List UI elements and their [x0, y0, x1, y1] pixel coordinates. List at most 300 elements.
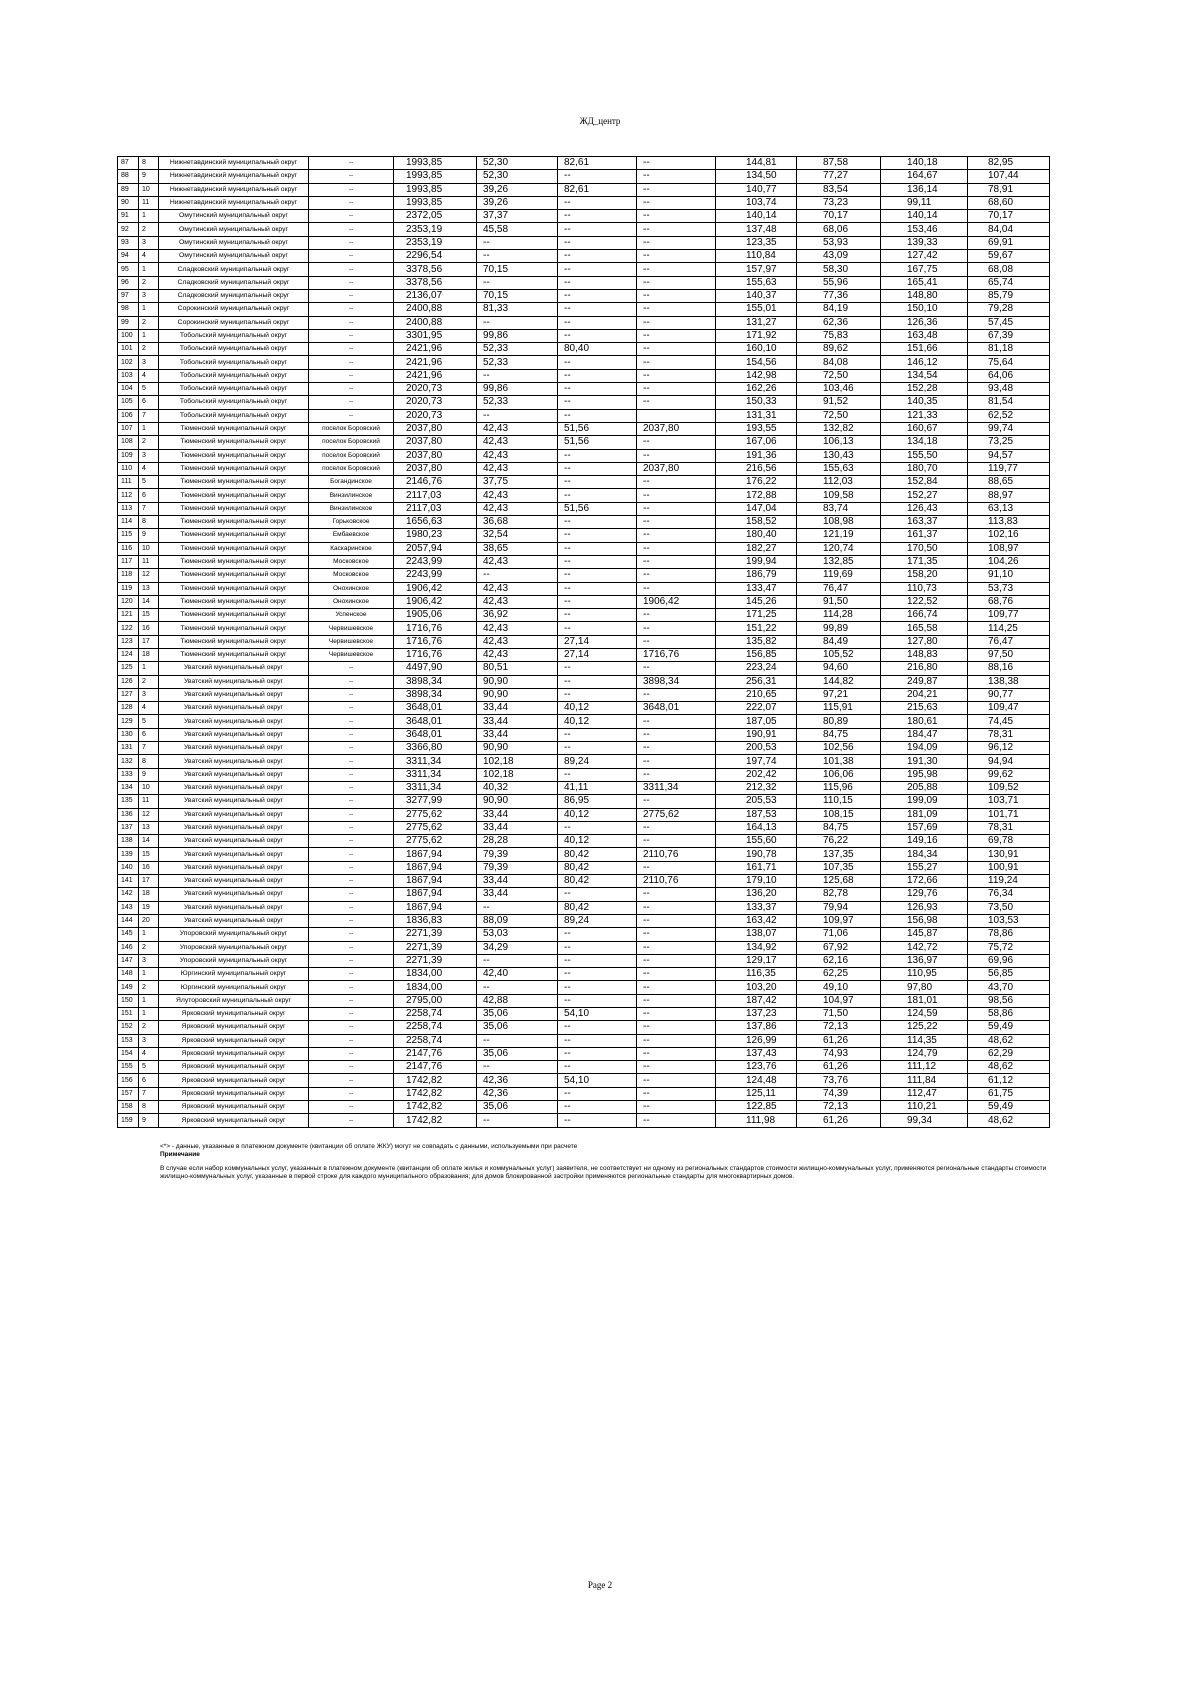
table-cell: 119,69 [797, 569, 881, 582]
table-row [118, 449, 1050, 462]
table-cell: 87 [118, 157, 139, 170]
table-cell: 111,98 [716, 1114, 797, 1127]
table-cell: 89 [118, 183, 139, 196]
table-cell: -- [477, 981, 558, 994]
table-cell: 71,06 [797, 928, 881, 941]
table-row [118, 236, 1050, 249]
table-cell: -- [558, 928, 637, 941]
table-cell: -- [309, 1061, 394, 1074]
table-cell: 33,44 [477, 875, 558, 888]
table-cell: -- [637, 715, 716, 728]
table-row [118, 994, 1050, 1007]
table-cell: Тюменский муниципальный округ [159, 436, 309, 449]
table-row [118, 702, 1050, 715]
table-cell: 1867,94 [394, 848, 477, 861]
table-cell: 98 [118, 303, 139, 316]
table-cell: 3648,01 [394, 728, 477, 741]
table-row [118, 888, 1050, 901]
table-cell: 142,72 [881, 941, 968, 954]
table-cell: 210,65 [716, 688, 797, 701]
table-cell: 3 [139, 1034, 159, 1047]
table-row [118, 635, 1050, 648]
table-row [118, 675, 1050, 688]
table-cell: 110,73 [881, 582, 968, 595]
table-cell: -- [637, 861, 716, 874]
table-cell: 67,39 [968, 329, 1050, 342]
table-row [118, 954, 1050, 967]
table-cell: 42,43 [477, 489, 558, 502]
table-cell: 32,54 [477, 529, 558, 542]
table-cell: 52,33 [477, 356, 558, 369]
table-cell: 2 [139, 223, 159, 236]
table-cell: 134,50 [716, 170, 797, 183]
table-cell: -- [558, 263, 637, 276]
table-cell: -- [309, 369, 394, 382]
table-cell: 1834,00 [394, 981, 477, 994]
table-cell: 131 [118, 742, 139, 755]
table-row [118, 622, 1050, 635]
table-cell: -- [309, 702, 394, 715]
table-cell: 249,87 [881, 675, 968, 688]
table-cell: -- [477, 276, 558, 289]
table-cell: 147,04 [716, 502, 797, 515]
table-cell: 76,47 [797, 582, 881, 595]
table-cell: 105,52 [797, 648, 881, 661]
table-row [118, 981, 1050, 994]
table-cell: 13 [139, 821, 159, 834]
table-cell: Тобольский муниципальный округ [159, 383, 309, 396]
table-cell: -- [637, 888, 716, 901]
table-row [118, 329, 1050, 342]
table-cell: 35,06 [477, 1021, 558, 1034]
table-cell: Тюменский муниципальный округ [159, 648, 309, 661]
table-cell: 2400,88 [394, 303, 477, 316]
table-row [118, 409, 1050, 422]
table-cell: 158,20 [881, 569, 968, 582]
table-cell: 78,86 [968, 928, 1050, 941]
table-cell: 133 [118, 768, 139, 781]
table-cell: 39,26 [477, 183, 558, 196]
table-cell: 74,93 [797, 1047, 881, 1060]
table-cell: 158 [118, 1101, 139, 1114]
table-cell: 215,63 [881, 702, 968, 715]
table-cell: 212,32 [716, 781, 797, 794]
table-row [118, 422, 1050, 435]
table-cell: 155,01 [716, 303, 797, 316]
table-cell: 199,94 [716, 555, 797, 568]
table-cell: 15 [139, 848, 159, 861]
table-cell: 80,42 [558, 848, 637, 861]
table-cell: 200,53 [716, 742, 797, 755]
table-cell: 7 [139, 409, 159, 422]
table-cell: 2775,62 [394, 821, 477, 834]
table-cell: 48,62 [968, 1034, 1050, 1047]
table-cell: 2243,99 [394, 555, 477, 568]
table-cell: 33,44 [477, 715, 558, 728]
table-cell: 136,20 [716, 888, 797, 901]
table-cell: -- [558, 223, 637, 236]
table-cell: 137,43 [716, 1047, 797, 1060]
table-cell: -- [637, 476, 716, 489]
table-cell: 112 [118, 489, 139, 502]
table-cell: Уватский муниципальный округ [159, 768, 309, 781]
table-cell: -- [558, 582, 637, 595]
table-cell: Сорокинский муниципальный округ [159, 316, 309, 329]
table-row [118, 595, 1050, 608]
table-cell: 88,97 [968, 489, 1050, 502]
table-cell: 40,12 [558, 702, 637, 715]
table-cell: 153 [118, 1034, 139, 1047]
table-cell: 1834,00 [394, 968, 477, 981]
table-cell: 82,61 [558, 183, 637, 196]
table-cell: -- [558, 994, 637, 1007]
table-cell: 148 [118, 968, 139, 981]
table-cell: 137,35 [797, 848, 881, 861]
table-row [118, 183, 1050, 196]
table-cell: 109,52 [968, 781, 1050, 794]
table-cell: -- [309, 875, 394, 888]
table-cell: 9 [139, 768, 159, 781]
table-cell: 115,96 [797, 781, 881, 794]
table-cell: 164,13 [716, 821, 797, 834]
table-cell: 2110,76 [637, 875, 716, 888]
table-cell: 156 [118, 1074, 139, 1087]
table-cell: 83,54 [797, 183, 881, 196]
table-cell: 114,35 [881, 1034, 968, 1047]
table-cell: -- [558, 329, 637, 342]
table-cell: -- [309, 928, 394, 941]
table-cell: 1 [139, 968, 159, 981]
table-cell: 70,17 [797, 210, 881, 223]
table-cell: -- [309, 263, 394, 276]
table-cell: 1993,85 [394, 196, 477, 209]
table-cell: 98,56 [968, 994, 1050, 1007]
table-cell: 116 [118, 542, 139, 555]
table-cell: 77,36 [797, 289, 881, 302]
table-cell: 139 [118, 848, 139, 861]
table-cell: -- [637, 542, 716, 555]
table-cell: 2421,96 [394, 356, 477, 369]
table-cell: -- [477, 901, 558, 914]
table-cell: 111 [118, 476, 139, 489]
table-cell: 1836,83 [394, 914, 477, 927]
table-cell: -- [637, 928, 716, 941]
table-cell: 113,83 [968, 516, 1050, 529]
table-cell: -- [558, 742, 637, 755]
table-cell: 90,90 [477, 675, 558, 688]
table-cell: 51,56 [558, 436, 637, 449]
table-cell: Тюменский муниципальный округ [159, 609, 309, 622]
table-cell: 49,10 [797, 981, 881, 994]
table-cell: -- [558, 555, 637, 568]
table-cell: 3 [139, 289, 159, 302]
table-cell: Ярковский муниципальный округ [159, 1061, 309, 1074]
table-cell: -- [637, 981, 716, 994]
table-cell: -- [558, 954, 637, 967]
table-cell: 180,61 [881, 715, 968, 728]
table-cell: 70,15 [477, 289, 558, 302]
table-cell: 10 [139, 183, 159, 196]
table-cell: 62,29 [968, 1047, 1050, 1060]
table-cell: 56,85 [968, 968, 1050, 981]
table-cell: -- [637, 449, 716, 462]
table-cell: Винзилинское [309, 489, 394, 502]
table-row [118, 383, 1050, 396]
table-row [118, 1114, 1050, 1127]
table-cell: 102,18 [477, 755, 558, 768]
table-cell: Онохинское [309, 582, 394, 595]
table-cell: 2795,00 [394, 994, 477, 1007]
table-cell: 5 [139, 383, 159, 396]
table-cell: 193,55 [716, 422, 797, 435]
table-cell: 129 [118, 715, 139, 728]
table-cell: 140,37 [716, 289, 797, 302]
table-cell: 67,92 [797, 941, 881, 954]
table-cell: -- [558, 462, 637, 475]
table-cell: 145,87 [881, 928, 968, 941]
table-cell: -- [309, 223, 394, 236]
table-row [118, 821, 1050, 834]
table-cell: 151 [118, 1008, 139, 1021]
table-cell: 170,50 [881, 542, 968, 555]
table-row [118, 662, 1050, 675]
table-cell: 3648,01 [394, 702, 477, 715]
table-cell: 73,50 [968, 901, 1050, 914]
table-cell: 181,01 [881, 994, 968, 1007]
table-cell: 84,19 [797, 303, 881, 316]
table-cell: 108,97 [968, 542, 1050, 555]
table-cell: 155,27 [881, 861, 968, 874]
table-row [118, 356, 1050, 369]
table-cell: -- [637, 183, 716, 196]
table-cell: 3311,34 [394, 768, 477, 781]
table-cell: -- [637, 276, 716, 289]
table-cell: 33,44 [477, 821, 558, 834]
table-cell: 80,42 [558, 861, 637, 874]
table-cell: 62,36 [797, 316, 881, 329]
table-cell: Нижнетавдинский муниципальный округ [159, 170, 309, 183]
table-cell: -- [558, 170, 637, 183]
table-cell: 104,97 [797, 994, 881, 1007]
table-cell: -- [309, 356, 394, 369]
table-row [118, 1008, 1050, 1021]
table-cell: 2775,62 [637, 808, 716, 821]
table-row [118, 795, 1050, 808]
table-cell: 129,17 [716, 954, 797, 967]
table-cell: 42,40 [477, 968, 558, 981]
table-cell: 111,12 [881, 1061, 968, 1074]
table-cell: 163,37 [881, 516, 968, 529]
table-row [118, 848, 1050, 861]
table-cell: 155,60 [716, 835, 797, 848]
table-cell: 3648,01 [637, 702, 716, 715]
table-cell: 2 [139, 1021, 159, 1034]
table-cell: 167,06 [716, 436, 797, 449]
table-cell: 145,26 [716, 595, 797, 608]
table-cell: 6 [139, 396, 159, 409]
table-row [118, 476, 1050, 489]
table-cell: поселок Боровский [309, 436, 394, 449]
table-cell: Сладковский муниципальный округ [159, 289, 309, 302]
table-cell: -- [637, 436, 716, 449]
table-cell: 138 [118, 835, 139, 848]
table-row [118, 263, 1050, 276]
table-cell: 141 [118, 875, 139, 888]
table-cell: 137,86 [716, 1021, 797, 1034]
table-cell: -- [637, 1101, 716, 1114]
table-cell: 115,91 [797, 702, 881, 715]
table-cell: -- [637, 489, 716, 502]
table-row [118, 768, 1050, 781]
table-cell: 100 [118, 329, 139, 342]
table-cell: Тюменский муниципальный округ [159, 449, 309, 462]
table-cell: 52,33 [477, 396, 558, 409]
table-row [118, 742, 1050, 755]
table-cell: 3378,56 [394, 263, 477, 276]
table-cell: -- [637, 1114, 716, 1127]
table-cell: 1742,82 [394, 1101, 477, 1114]
table-cell: 151,66 [881, 343, 968, 356]
table-cell: -- [309, 329, 394, 342]
table-cell: 42,43 [477, 449, 558, 462]
table-cell: 3378,56 [394, 276, 477, 289]
table-cell: 191,30 [881, 755, 968, 768]
table-cell: 164,67 [881, 170, 968, 183]
table-cell: Уватский муниципальный округ [159, 861, 309, 874]
table-cell: 52,30 [477, 157, 558, 170]
table-cell: 51,56 [558, 422, 637, 435]
table-cell: 108 [118, 436, 139, 449]
table-cell: 140,18 [881, 157, 968, 170]
table-cell: 2057,94 [394, 542, 477, 555]
table-cell: -- [637, 303, 716, 316]
table-cell: 140,77 [716, 183, 797, 196]
table-cell: 97,21 [797, 688, 881, 701]
table-cell: 114,25 [968, 622, 1050, 635]
table-cell: 120 [118, 595, 139, 608]
table-cell: -- [558, 250, 637, 263]
table-cell: -- [637, 968, 716, 981]
table-cell: 2372,05 [394, 210, 477, 223]
table-cell: 128 [118, 702, 139, 715]
table-cell: 121,33 [881, 409, 968, 422]
table-cell: 127,80 [881, 635, 968, 648]
table-cell: 2117,03 [394, 489, 477, 502]
table-cell: 119,77 [968, 462, 1050, 475]
table-cell: 73,23 [797, 196, 881, 209]
table-cell: 42,43 [477, 422, 558, 435]
table-cell: Уватский муниципальный округ [159, 875, 309, 888]
table-cell: поселок Боровский [309, 422, 394, 435]
table-cell: -- [309, 901, 394, 914]
table-cell: 110,95 [881, 968, 968, 981]
table-cell: -- [309, 968, 394, 981]
table-cell: 136 [118, 808, 139, 821]
table-cell: 2353,19 [394, 236, 477, 249]
table-cell: 3311,34 [394, 781, 477, 794]
table-row [118, 875, 1050, 888]
table-cell: 152,28 [881, 383, 968, 396]
table-cell: 91 [118, 210, 139, 223]
table-cell: 5 [139, 476, 159, 489]
table-cell: 137,48 [716, 223, 797, 236]
table-cell: 140,35 [881, 396, 968, 409]
table-cell: 18 [139, 888, 159, 901]
table-cell: 37,75 [477, 476, 558, 489]
table-cell: 197,74 [716, 755, 797, 768]
table-cell: -- [558, 569, 637, 582]
table-cell: -- [558, 196, 637, 209]
table-cell: -- [558, 383, 637, 396]
table-cell: 59,67 [968, 250, 1050, 263]
table-cell: 1 [139, 994, 159, 1007]
table-cell: -- [309, 848, 394, 861]
table-cell: Тюменский муниципальный округ [159, 595, 309, 608]
table-cell: 101 [118, 343, 139, 356]
table-cell: поселок Боровский [309, 449, 394, 462]
table-cell: 42,43 [477, 582, 558, 595]
table-cell: 1 [139, 662, 159, 675]
table-cell: -- [558, 476, 637, 489]
table-cell: 33,44 [477, 702, 558, 715]
table-cell: -- [558, 662, 637, 675]
table-cell: 53,03 [477, 928, 558, 941]
table-cell: 106,13 [797, 436, 881, 449]
table-cell: 82,78 [797, 888, 881, 901]
table-cell: -- [637, 609, 716, 622]
table-cell: 18 [139, 648, 159, 661]
table-cell: Тюменский муниципальный округ [159, 622, 309, 635]
table-cell: -- [309, 1114, 394, 1127]
table-row [118, 648, 1050, 661]
table-cell: 2037,80 [637, 422, 716, 435]
table-cell: 2258,74 [394, 1021, 477, 1034]
table-cell: 104,26 [968, 555, 1050, 568]
table-cell: 113 [118, 502, 139, 515]
table-cell: 10 [139, 542, 159, 555]
table-cell: 53,93 [797, 236, 881, 249]
table-cell: -- [637, 223, 716, 236]
table-cell: 101,38 [797, 755, 881, 768]
table-cell: 103,53 [968, 914, 1050, 927]
table-cell: Червишевское [309, 622, 394, 635]
table-cell: 89,62 [797, 343, 881, 356]
table-cell: Ярковский муниципальный округ [159, 1074, 309, 1087]
table-cell: 150 [118, 994, 139, 1007]
table-cell: -- [558, 675, 637, 688]
table-cell: 154,56 [716, 356, 797, 369]
table-cell: 136,14 [881, 183, 968, 196]
table-cell: -- [477, 954, 558, 967]
table-cell: 2271,39 [394, 941, 477, 954]
table-cell: -- [637, 1021, 716, 1034]
table-cell: -- [558, 1047, 637, 1060]
table-cell: -- [558, 941, 637, 954]
table-cell: 140 [118, 861, 139, 874]
table-cell: 99,86 [477, 383, 558, 396]
table-cell: 171,25 [716, 609, 797, 622]
table-cell: Винзилинское [309, 502, 394, 515]
table-cell: 84,49 [797, 635, 881, 648]
table-cell: 119,24 [968, 875, 1050, 888]
table-cell: 3 [139, 688, 159, 701]
table-cell: 116,35 [716, 968, 797, 981]
table-cell: 204,21 [881, 688, 968, 701]
table-cell: 2421,96 [394, 343, 477, 356]
table-cell: 155 [118, 1061, 139, 1074]
table-cell: 136,97 [881, 954, 968, 967]
table-cell: 2 [139, 343, 159, 356]
